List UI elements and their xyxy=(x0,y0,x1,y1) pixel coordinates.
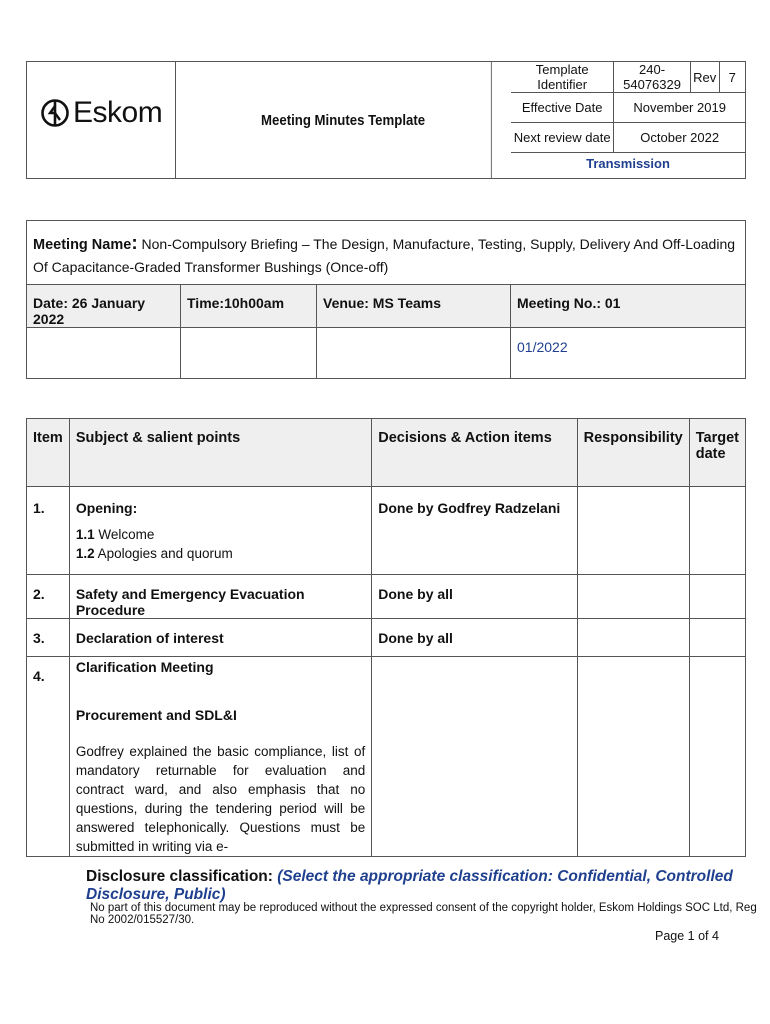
document-header xyxy=(26,61,746,179)
responsibility-cell xyxy=(577,657,689,857)
meeting-number-label: Meeting No.: 01 xyxy=(511,285,746,328)
empty-cell xyxy=(317,328,511,379)
table-row xyxy=(27,487,746,575)
subject-title: Clarification Meeting xyxy=(75,659,214,675)
minutes-items-table xyxy=(26,418,746,857)
empty-cell xyxy=(27,328,181,379)
meeting-date: Date: 26 January 2022 xyxy=(27,285,181,328)
disclosure-label: Disclosure classification: xyxy=(86,868,273,885)
decision-cell: Done by Godfrey Radzelani xyxy=(372,487,577,575)
document-title: Meeting Minutes Template xyxy=(195,62,492,178)
subject-point xyxy=(76,544,365,563)
decision-cell: Done by all xyxy=(372,619,577,657)
responsibility-cell xyxy=(577,487,689,575)
subject-cell xyxy=(69,487,371,575)
meeting-name-colon: : xyxy=(131,233,138,254)
disclosure-value: (Select the appropriate classification: Confidential, Controlled Disclosure, Public) xyxy=(86,868,733,903)
table-row xyxy=(27,575,746,619)
header-target-date: Target date xyxy=(689,419,745,487)
responsibility-cell xyxy=(577,575,689,619)
subject-subheading: Procurement and SDL&I xyxy=(75,707,237,723)
next-review-value: October 2022 xyxy=(614,123,745,153)
header-subject: Subject & salient points xyxy=(69,419,371,487)
target-date-cell xyxy=(689,487,745,575)
point-text: Apologies and quorum xyxy=(94,546,233,561)
page-number: Page 1 of 4 xyxy=(655,929,719,943)
copyright-notice: No part of this document may be reproduced without the expressed consent of the copyright holder, Eskom Holdings SOC Ltd, Reg No 2002/015527/30. xyxy=(90,902,757,926)
subject-cell xyxy=(69,657,371,857)
target-date-cell xyxy=(689,657,745,857)
subject-paragraph: Godfrey explained the basic compliance, list of mandatory returnable for evaluation and contract ward, and also emphasis that no questions, during the tendering period will be answered telephonically. Questions must be submitted in writing via e- xyxy=(75,744,366,854)
header-decisions: Decisions & Action items xyxy=(372,419,577,487)
point-number: 1.1 xyxy=(75,527,95,542)
meeting-time: Time:10h00am xyxy=(181,285,317,328)
item-number: 2. xyxy=(27,575,70,619)
disclosure-classification xyxy=(86,868,770,904)
point-text: Welcome xyxy=(94,527,155,542)
template-identifier-label: Template Identifier xyxy=(511,62,614,93)
effective-date-value: November 2019 xyxy=(614,93,745,123)
header-responsibility: Responsibility xyxy=(577,419,689,487)
meeting-name-value: Non-Compulsory Briefing – The Design, Manufacture, Testing, Supply, Delivery And Off-Loading Of Capacitance-Graded Transformer Bushings (Once-off) xyxy=(33,236,736,275)
meeting-name-label: Meeting Name xyxy=(33,237,132,253)
target-date-cell xyxy=(689,619,745,657)
item-number: 4. xyxy=(27,657,70,857)
subject-title: Safety and Emergency Evacuation Procedure xyxy=(69,575,371,619)
target-date-cell xyxy=(689,575,745,619)
subject-title: Declaration of interest xyxy=(69,619,371,657)
table-row xyxy=(27,619,746,657)
rev-label: Rev xyxy=(690,62,719,93)
effective-date-label: Effective Date xyxy=(511,93,614,123)
table-row xyxy=(27,657,746,857)
eskom-logo xyxy=(41,96,162,130)
meeting-name-cell xyxy=(27,221,746,285)
responsibility-cell xyxy=(577,619,689,657)
subject-point xyxy=(76,525,365,544)
point-number: 1.2 xyxy=(75,546,95,561)
next-review-label: Next review date xyxy=(511,123,614,153)
eskom-logo-icon xyxy=(41,96,69,130)
empty-cell xyxy=(181,328,317,379)
header-item: Item xyxy=(27,419,70,487)
subject-title: Opening: xyxy=(75,500,138,516)
template-meta-table xyxy=(511,62,745,153)
meeting-info-table xyxy=(26,220,746,379)
logo-cell xyxy=(27,62,176,178)
decision-cell: Done by all xyxy=(372,575,577,619)
meeting-number-value: 01/2022 xyxy=(511,328,746,379)
rev-value: 7 xyxy=(719,62,745,93)
item-number: 3. xyxy=(27,619,70,657)
item-number: 1. xyxy=(27,487,70,575)
decision-cell xyxy=(372,657,577,857)
logo-text: Eskom xyxy=(73,96,163,129)
meeting-venue: Venue: MS Teams xyxy=(317,285,511,328)
transmission-label: Transmission xyxy=(586,156,670,171)
template-identifier-value: 240-54076329 xyxy=(614,62,690,93)
